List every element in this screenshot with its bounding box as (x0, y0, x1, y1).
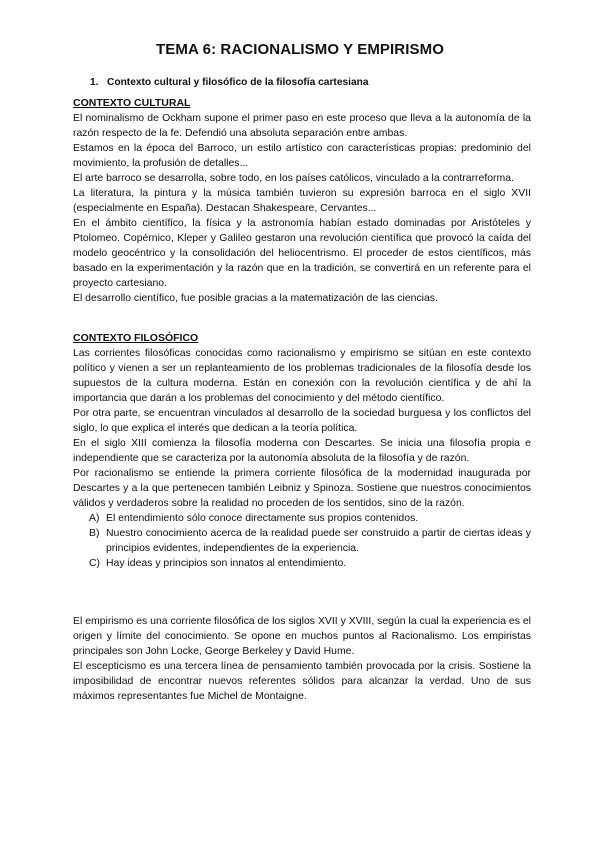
paragraph: El empirismo es una corriente filosófica de los siglos XVII y XVIII, según la cual la experiencia es el origen y límite del conocimiento. Se opone en muchos puntos al Racionalismo. Los empiristas principales son John Locke, George Berkeley y David Hume. (73, 616, 531, 657)
section-number: 1. (90, 77, 99, 88)
section-heading (90, 77, 369, 88)
list-item (89, 556, 531, 571)
cultural-context-title: CONTEXTO CULTURAL (73, 97, 191, 109)
paragraph: El nominalismo de Ockham supone el primer paso en este proceso que lleva a la autonomía de la razón respecto de la fe. Defendió una absoluta separación entre ambas. (73, 113, 531, 139)
list-item (89, 526, 531, 556)
list-marker: C) (89, 558, 101, 569)
list-item-text: Nuestro conocimiento acerca de la realidad puede ser construido a partir de ciertas ideas y principios evidentes, independientes de la experiencia. (106, 528, 531, 554)
paragraph: En el siglo XIII comienza la filosofía moderna con Descartes. Se inicia una filosofía propia e independiente que se caracteriza por la autonomía absoluta de la filosofía y de razón. (73, 438, 531, 464)
paragraph: Por racionalismo se entiende la primera corriente filosófica de la modernidad inaugurada por Descartes y a la que pertenecen también Leibniz y Spinoza. Sostiene que nuestros conocimientos válidos y verdaderos sobre la realidad no proceden de los sentidos, sino de la razón. (73, 468, 531, 509)
philosophical-context-title: CONTEXTO FILOSÓFICO (73, 332, 199, 344)
list-item-text: Hay ideas y principios son innatos al entendimiento. (106, 558, 347, 569)
section-heading-text: Contexto cultural y filosófico de la filosofía cartesiana (107, 77, 369, 88)
paragraph: El escepticismo es una tercera línea de pensamiento también provocada por la crisis. Sostiene la imposibilidad de encontrar nuevos referentes sólidos para alcanzar la verdad. Uno de sus máximos representantes fue Michel de Montaigne. (73, 661, 531, 702)
list-marker: B) (89, 528, 100, 539)
paragraph: El arte barroco se desarrolla, sobre todo, en los países católicos, vinculado a la contrarreforma. (73, 173, 514, 184)
paragraph: Por otra parte, se encuentran vinculados al desarrollo de la sociedad burguesa y los conflictos del siglo, lo que explica el interés que dedican a la teoría política. (73, 408, 531, 434)
paragraph: En el ámbito científico, la física y la astronomía habían estado dominadas por Aristóteles y Ptolomeo. Copérnico, Kleper y Galileo gestaron una revolución científica que provocó la caída del modelo geocéntrico y la consolidación del heliocentrismo. El proceder de estos científicos, más basado en la experimentación y la razón que en la tradición, se convertirá en un referente para el proyecto cartesiano. (73, 218, 531, 289)
list-item (89, 511, 531, 526)
paragraph: La literatura, la pintura y la música también tuvieron su expresión barroca en el siglo XVII (especialmente en España). Destacan Shakespeare, Cervantes... (73, 188, 531, 214)
empiricism-section (73, 614, 531, 704)
rationalism-theses-list (73, 511, 531, 571)
philosophical-context-section (73, 331, 531, 571)
paragraph: El desarrollo científico, fue posible gracias a la matematización de las ciencias. (73, 293, 438, 304)
document-title: TEMA 6: RACIONALISMO Y EMPIRISMO (156, 41, 444, 58)
paragraph: Estamos en la época del Barroco, un estilo artístico con características propias: predominio del movimiento, la profusión de detalles... (73, 143, 531, 169)
paragraph: Las corrientes filosóficas conocidas como racionalismo y empirismo se sitúan en este contexto político y vienen a ser un replanteamiento de los problemas tradicionales de la filosofía desde los supuestos de la cultura moderna. Están en conexión con la revolución científica y de ahí la importancia que darán a los problemas del conocimiento y del método científico. (73, 348, 531, 404)
list-marker: A) (89, 513, 100, 524)
cultural-context-section (73, 96, 531, 306)
list-item-text: El entendimiento sólo conoce directamente sus propios contenidos. (106, 513, 419, 524)
